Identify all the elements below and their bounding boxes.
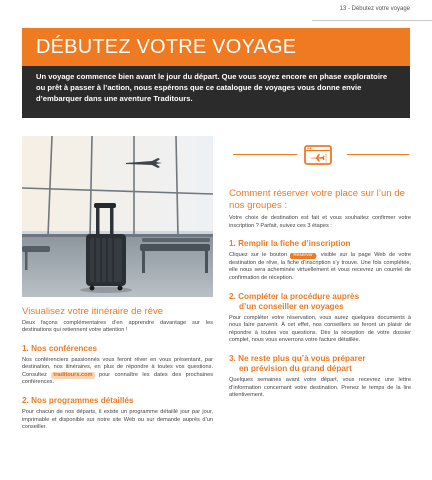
plane-ticket-icon [303,143,333,167]
step2-title-line1: 2. Compléter la procédure auprès [229,291,360,301]
step2-text: Pour compléter votre réservation, vous aurez quelques documents à nous faire parvenir. À cet effet, nos conseillers se feront un plaisir de répondre à toutes vos questions. Dès la réception de votre dossier complet, nous vous enverrons votre facture détaillée. [229,314,411,344]
icon-rule-left [233,154,297,155]
conferences-text [22,357,213,387]
step3-title-line2: en prévision du grand départ [239,363,352,373]
conferences-text-after: pour connaître les dates des prochaines conférences. [22,371,214,386]
step3-title-line1: 3. Ne reste plus qu’à vous préparer [229,353,366,363]
step1-text [229,252,411,282]
intro-band [22,66,410,118]
traditours-link[interactable]: traditours.com [53,371,93,378]
page-header [340,6,410,12]
header-rule [312,20,432,21]
airport-luggage-photo [22,136,213,297]
step3-title [229,354,411,374]
step2-title-line2: d’un conseiller en voyages [239,301,344,311]
booking-heading: Comment réserver votre place sur l’un de nos groupes : [229,188,405,211]
photo-illustration [22,136,213,297]
step3-text: Quelques semaines avant votre départ, vous recevrez une lettre d’information concernant votre destination. Prenez le temps de la lire attentivement. [229,376,411,399]
ticket-icon-block [229,143,411,167]
reserve-button[interactable]: Réserver [290,253,315,259]
icon-rule-right [347,154,409,155]
programs-title: 2. Nos programmes détaillés [22,396,134,406]
page-label: 13 - Débutez votre voyage [339,6,410,12]
conferences-title: 1. Nos conférences [22,343,98,353]
step1-title: 1. Remplir la fiche d’inscription [229,239,351,249]
step1-text-before: Cliquez sur le bouton [229,252,291,259]
left-column [22,306,213,432]
step2-title [229,292,411,312]
programs-text: Pour chacun de nos départs, il existe un programme détaillé jour par jour, imprimable et disponible sur notre site Web ou sur demande auprès d’un conseiller. [22,409,213,431]
right-column [229,188,411,400]
booking-lead: Votre choix de destination est fait et vous souhaitez confirmer votre inscription ? Parfait, suivez ces 3 étapes : [229,215,411,229]
page-title: DÉBUTEZ VOTRE VOYAGE [36,36,297,58]
intro-text: Un voyage commence bien avant le jour du départ. Que vous soyez encore en phase exploratoire ou prêt à passer à l’action, nous espérons que ce catalogue de voyages vous donne envie d’embarquer dans une aventure Traditours. [36,72,388,103]
itinerary-lead: Deux façons complémentaires d’en apprendre davantage sur les destinations qui retiennent votre attention ! [22,319,213,334]
itinerary-heading: Visualisez votre itinéraire de rêve [22,306,164,317]
conferences-text-before: Nos conférenciers passionnés vous feront rêver en vous présentant, par destination, nos itinéraires, en plus de répondre à toutes vos questions. Consultez [22,356,213,378]
title-band [22,28,410,66]
step1-text-after: , visible sur la page Web de votre destination de rêve, la fiche d’inscription s’y trouve. Une fois complétée, elle nous sera acheminée virtuellement et vous recevrez un courriel de confirmation de réception. [229,252,411,281]
